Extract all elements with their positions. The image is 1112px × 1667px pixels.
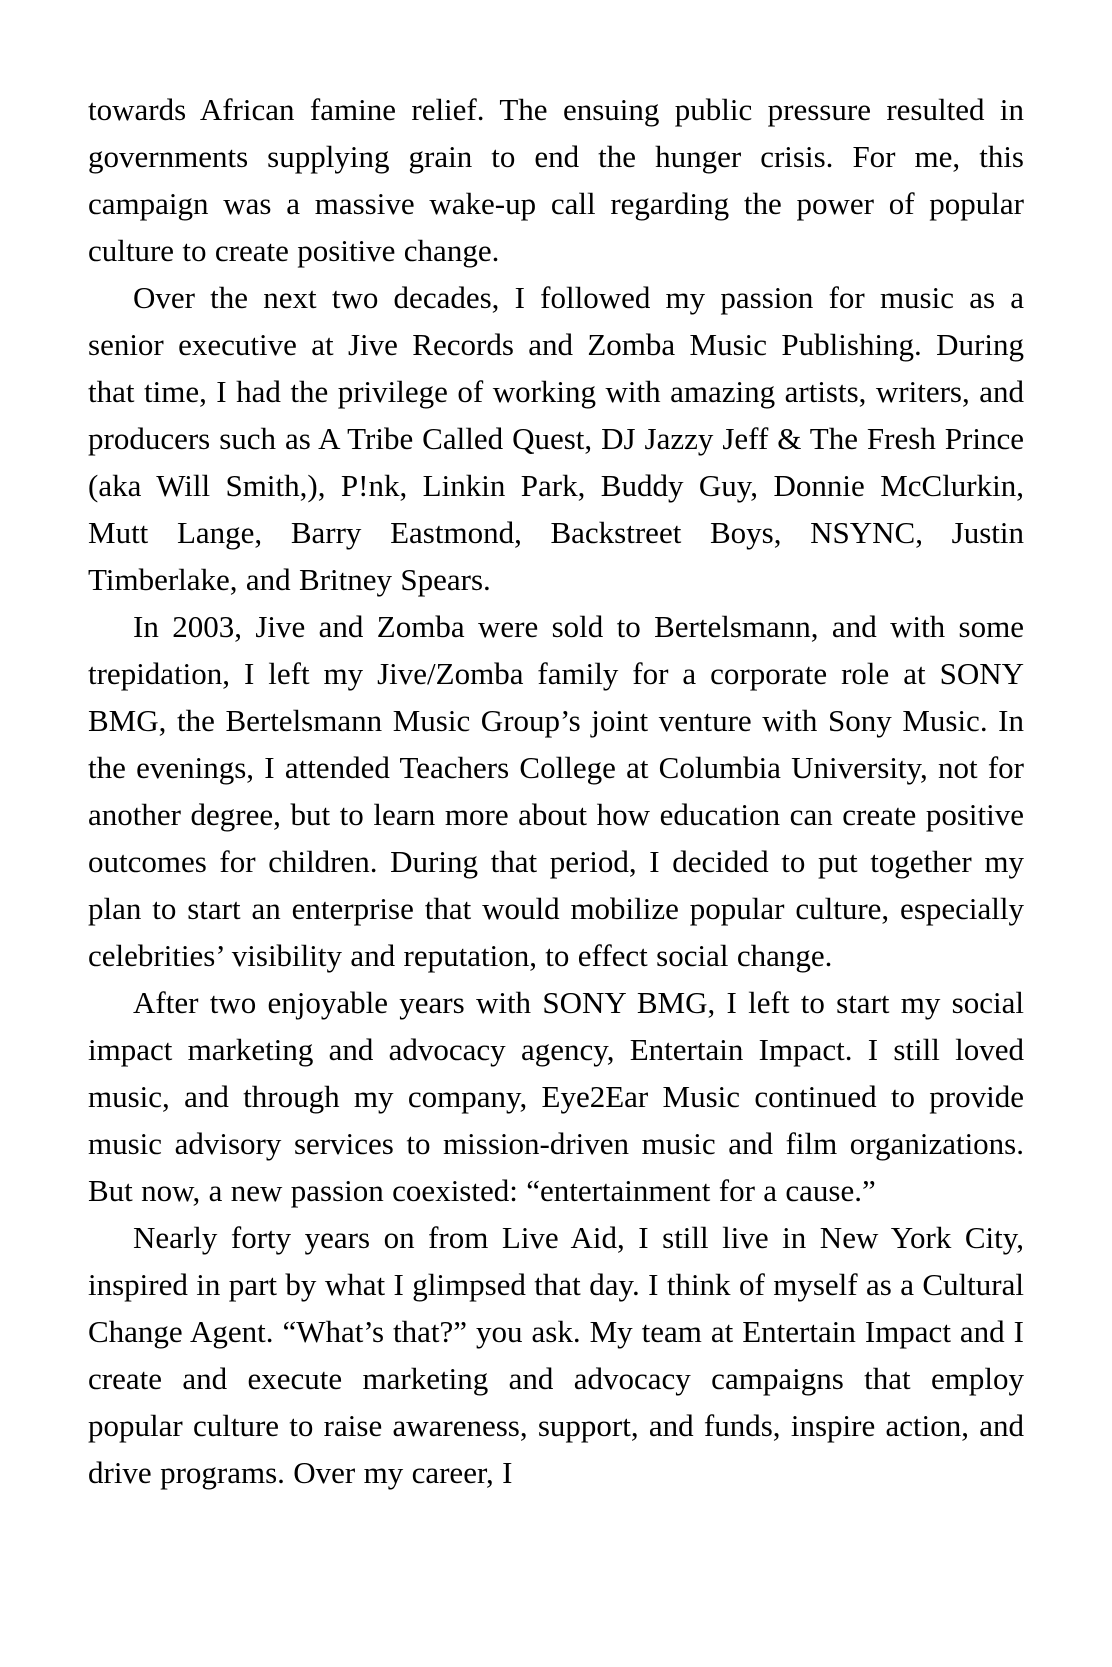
paragraph-2: Over the next two decades, I followed my passion for music as a senior executive at Jive Records and Zomba Music Publishing. During that time, I had the privilege of working with amazing artists, writers, and producers such as A Tribe Called Quest, DJ Jazzy Jeff & The Fresh Prince (aka Will Smith,), P!nk, Linkin Park, Buddy Guy, Donnie McClurkin, Mutt Lange, Barry Eastmond, Backstreet Boys, NSYNC, Justin Timberlake, and Britney Spears. bbox=[88, 280, 1024, 597]
paragraph-1: towards African famine relief. The ensuing public pressure resulted in governments supplying grain to end the hunger crisis. For me, this campaign was a massive wake-up call regarding the power of popular culture to create positive change. bbox=[88, 92, 1024, 268]
paragraph-5: Nearly forty years on from Live Aid, I still live in New York City, inspired in part by what I glimpsed that day. I think of myself as a Cultural Change Agent. “What’s that?” you ask. My team at Entertain Impact and I create and execute marketing and advocacy campaigns that employ popular culture to raise awareness, support, and funds, inspire action, and drive programs. Over my career, I bbox=[88, 1220, 1024, 1490]
page-text bbox=[88, 86, 1024, 1496]
paragraph-4: After two enjoyable years with SONY BMG, I left to start my social impact marketing and advocacy agency, Entertain Impact. I still loved music, and through my company, Eye2Ear Music continued to provide music advisory services to mission-driven music and film organizations. But now, a new passion coexisted: “entertainment for a cause.” bbox=[88, 985, 1024, 1208]
paragraph-3: In 2003, Jive and Zomba were sold to Bertelsmann, and with some trepidation, I left my Jive/Zomba family for a corporate role at SONY BMG, the Bertelsmann Music Group’s joint venture with Sony Music. In the evenings, I attended Teachers College at Columbia University, not for another degree, but to learn more about how education can create positive outcomes for children. During that period, I decided to put together my plan to start an enterprise that would mobilize popular culture, especially celebrities’ visibility and reputation, to effect social change. bbox=[88, 609, 1024, 973]
